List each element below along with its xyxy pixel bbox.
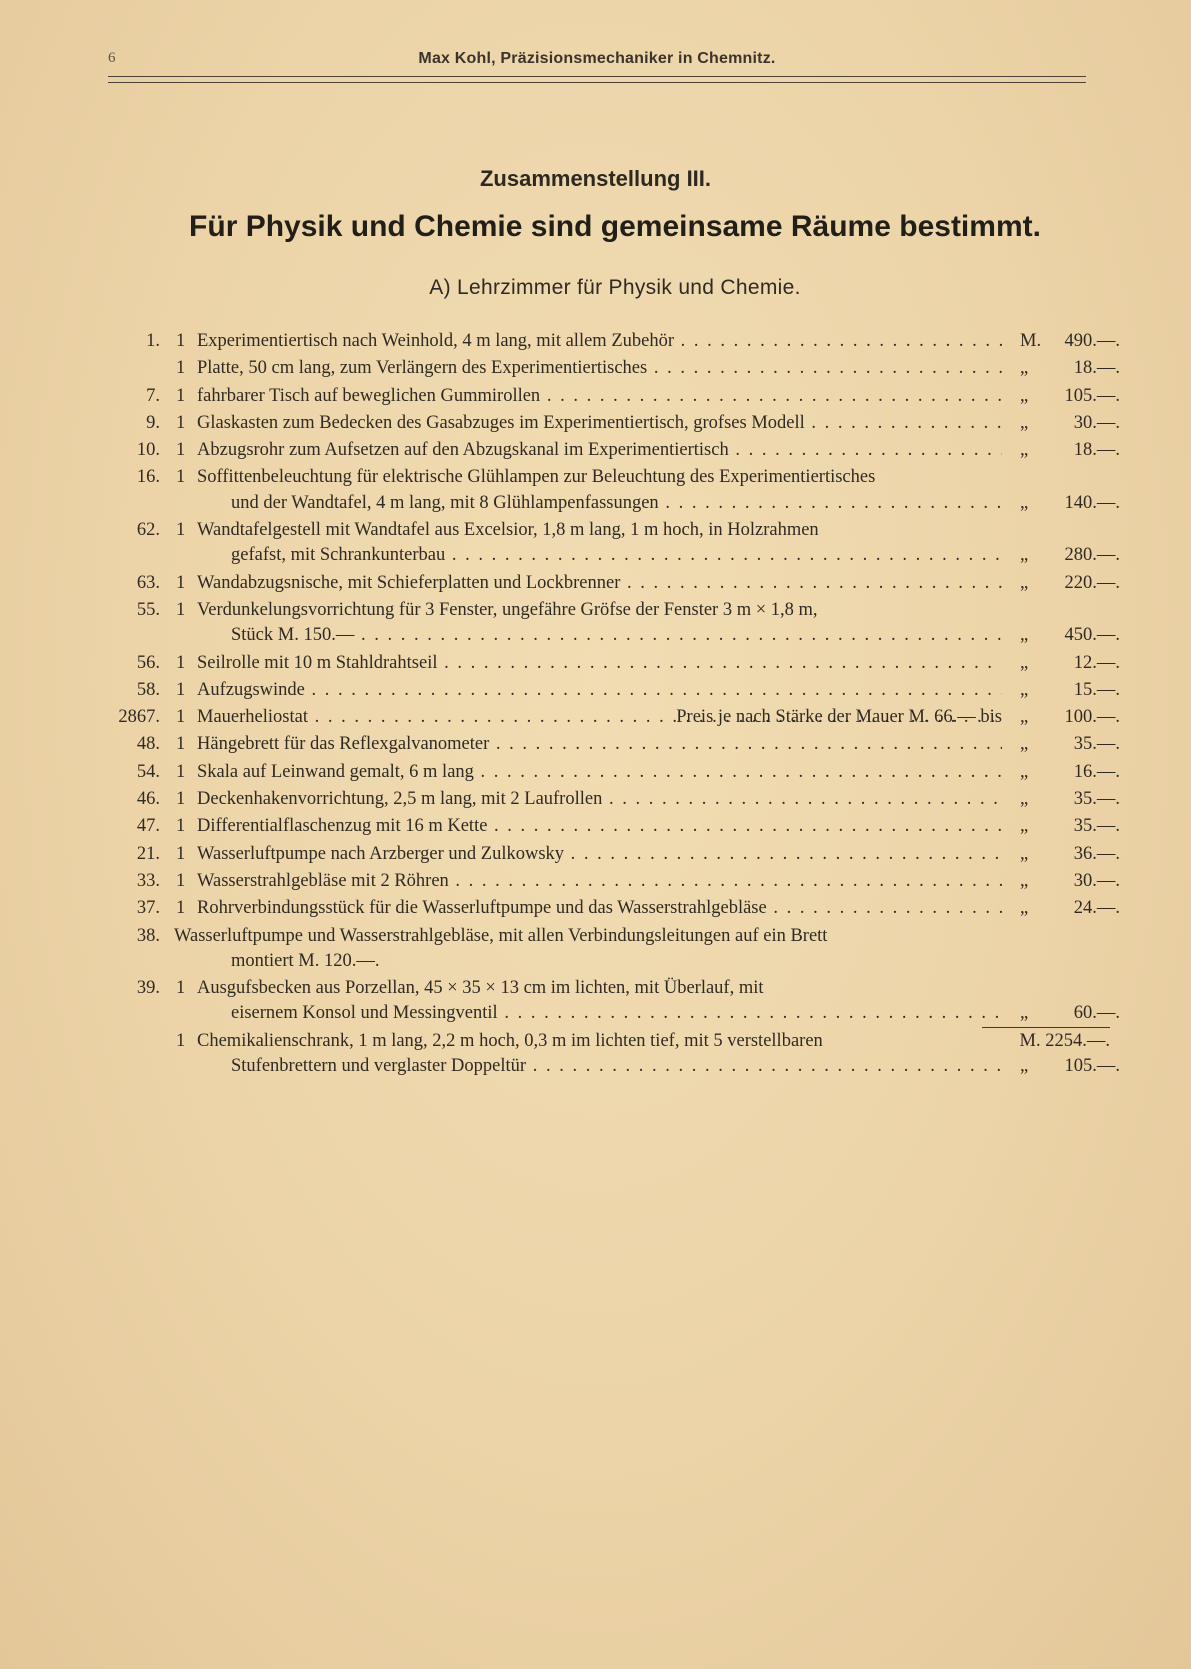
list-item-line [100,976,1120,1001]
item-number: 56. [136,652,160,673]
list-item-line [100,356,1120,381]
currency-mark: „ [1020,625,1029,646]
item-number: 9. [146,412,160,433]
item-quantity: 1 [176,652,186,673]
item-price: 30.—. [1073,412,1120,433]
item-price: 24.—. [1073,898,1120,919]
item-description: Wasserstrahlgebläse mit 2 Röhren . . . [197,869,1002,894]
header-double-rule [108,76,1086,83]
item-description: Chemikalienschrank, 1 m lang, 2,2 m hoch, 0,3 m im lichten tief, mit 5 verstellbaren [197,1030,823,1051]
list-item [100,869,1120,894]
item-description: Skala auf Leinwand gemalt, 6 m lang . . . [197,760,1002,785]
item-description: Ausgufsbecken aus Porzellan, 45 × 35 × 13 cm im lichten, mit Überlauf, mit [197,978,764,999]
item-quantity: 1 [176,761,186,782]
item-number: 58. [136,679,160,700]
item-quantity: 1 [176,679,186,700]
item-quantity: 1 [176,1030,186,1051]
running-head-title: Max Kohl, Präzisionsmechaniker in Chemnitz. [418,50,776,67]
item-price: 100.—. [1064,707,1120,728]
list-item-line [100,814,1120,839]
sub-heading: A) Lehrzimmer für Physik und Chemie. [429,276,801,299]
item-description: Differentialflaschenzug mit 16 m Kette . . . [197,814,1002,839]
item-description: Glaskasten zum Bedecken des Gasabzuges im Experimentiertisch, grofses Modell . . . [197,411,1002,436]
item-quantity: 1 [176,816,186,837]
item-number: 63. [136,572,160,593]
list-item-line [100,842,1120,867]
currency-mark: „ [1020,816,1029,837]
item-description: Platte, 50 cm lang, zum Verlängern des Experimentiertisches . . . [197,356,1002,381]
list-item [100,571,1120,596]
item-quantity: 1 [176,707,186,728]
item-number: 48. [136,734,160,755]
currency-mark: „ [1020,761,1029,782]
list-item-line [100,329,1120,354]
item-quantity: 1 [176,331,186,351]
item-description: Abzugsrohr zum Aufsetzen auf den Abzugskanal im Experimentiertisch . . . [197,438,1002,463]
page-number: 6 [108,50,116,66]
item-price: 12.—. [1073,652,1120,673]
item-quantity: 1 [176,358,186,379]
item-description: Wandabzugsnische, mit Schieferplatten und Lockbrenner . . . [197,571,1002,596]
item-price: 220.—. [1064,572,1120,593]
item-description: Rohrverbindungsstück für die Wasserluftpumpe und das Wasserstrahlgebläse . . . [197,896,1002,921]
currency-mark: „ [1020,898,1029,919]
item-number: 33. [136,870,160,891]
item-description-continued: und der Wandtafel, 4 m lang, mit 8 Glühlampenfassungen . . . [231,491,1002,516]
list-item [100,705,1120,730]
item-quantity: 1 [176,520,186,541]
item-description: fahrbarer Tisch auf beweglichen Gummirollen . . . [197,384,1002,409]
section-title: Zusammenstellung III. [479,166,712,191]
item-quantity: 1 [176,870,186,891]
item-description: Soffittenbeleuchtung für elektrische Glühlampen zur Beleuchtung des Experimentiertisches [197,467,876,488]
main-heading: Für Physik und Chemie sind gemeinsame Räume bestimmt. [189,210,1041,243]
list-item [100,976,1120,1027]
list-item [100,896,1120,921]
list-item [100,465,1120,516]
list-item-line [100,924,1120,949]
item-number: 39. [136,978,160,999]
list-item-line [100,1001,1120,1026]
item-quantity: 1 [176,440,186,461]
item-number: 7. [146,385,160,406]
item-description-continued: gefafst, mit Schrankunterbau . . . [231,543,1002,568]
item-price: 35.—. [1073,816,1120,837]
list-item-line [100,949,1120,974]
list-item-line [100,678,1120,703]
item-price: 280.—. [1064,545,1120,566]
list-item-line [100,598,1120,623]
item-quantity: 1 [176,599,186,620]
list-item [100,384,1120,409]
currency-mark: „ [1020,652,1029,673]
item-quantity: 1 [176,385,186,406]
item-number: 16. [136,467,160,488]
item-price: 30.—. [1073,870,1120,891]
list-item [100,678,1120,703]
list-item-line [100,543,1120,568]
item-number: 62. [136,520,160,541]
list-item-line [100,438,1120,463]
currency-mark: „ [1020,843,1029,864]
list-item-line [100,651,1120,676]
list-item [100,438,1120,463]
currency-mark: M. [1020,331,1042,351]
item-price: 18.—. [1073,358,1120,379]
item-price: 15.—. [1073,679,1120,700]
item-number: 38. [136,925,160,946]
list-item-line [100,869,1120,894]
list-item-line [100,1029,1120,1054]
item-quantity: 1 [176,978,186,999]
currency-mark: „ [1020,789,1029,810]
currency-mark: „ [1020,734,1029,755]
item-description-continued: montiert M. 120.—. [231,950,380,971]
currency-mark: „ [1020,572,1029,593]
item-price: 140.—. [1064,492,1120,513]
currency-mark: „ [1020,545,1029,566]
item-description: Seilrolle mit 10 m Stahldrahtseil . . . [197,651,1002,676]
currency-mark: „ [1020,440,1029,461]
item-number: 1. [146,331,160,351]
item-price: 450.—. [1064,625,1120,646]
currency-mark: „ [1020,870,1029,891]
currency-mark: „ [1020,679,1029,700]
list-item [100,356,1120,381]
list-item-line [100,384,1120,409]
item-number: 37. [136,898,160,919]
list-item-line [100,571,1120,596]
item-number: 54. [136,761,160,782]
list-item [100,598,1120,649]
item-quantity: 1 [176,572,186,593]
list-item-line [100,1054,1120,1079]
item-description: Wandtafelgestell mit Wandtafel aus Excelsior, 1,8 m lang, 1 m hoch, in Holzrahmen [197,520,819,541]
item-description-continued: Stufenbrettern und verglaster Doppeltür . . . [231,1054,1002,1079]
price-list [100,329,1120,1081]
item-number: 2867. [118,707,160,728]
item-description: Aufzugswinde . . . [197,678,1002,703]
list-item [100,329,1120,354]
item-price: 35.—. [1073,734,1120,755]
item-price: 60.—. [1073,1003,1120,1024]
item-number: 55. [136,599,160,620]
currency-mark: „ [1020,1003,1029,1024]
total-amount: M. 2254.—. [1019,1031,1110,1051]
item-description-continued: eisernem Konsol und Messingventil . . . [231,1001,1002,1026]
item-price: 36.—. [1073,843,1120,864]
list-item [100,760,1120,785]
item-price: 105.—. [1064,1056,1120,1077]
list-item-line [100,491,1120,516]
list-item [100,411,1120,436]
list-item [100,732,1120,757]
item-quantity: 1 [176,467,186,488]
list-item [100,651,1120,676]
list-item-line [100,732,1120,757]
list-item-line [100,705,1120,730]
list-item-line [100,760,1120,785]
list-item-line [100,623,1120,648]
item-description: Wasserluftpumpe und Wasserstrahlgebläse, mit allen Verbindungsleitungen auf ein Brett [174,925,828,946]
list-item [100,924,1120,975]
item-description: Wasserluftpumpe nach Arzberger und Zulkowsky . . . [197,842,1002,867]
list-gap [100,1079,1120,1081]
list-item-line [100,518,1120,543]
item-price-note: Preis je nach Stärke der Mauer M. 66.— bis [676,707,1002,728]
item-price: 490.—. [1064,331,1120,351]
item-price: 18.—. [1073,440,1120,461]
list-item-line [100,465,1120,490]
item-description: Deckenhakenvorrichtung, 2,5 m lang, mit 2 Laufrollen . . . [197,787,1002,812]
item-quantity: 1 [176,843,186,864]
item-quantity: 1 [176,789,186,810]
item-number: 47. [136,816,160,837]
item-number: 21. [136,843,160,864]
list-item-line [100,787,1120,812]
item-description: Mauerheliostat . . . [197,705,1002,730]
item-description: Verdunkelungsvorrichtung für 3 Fenster, ungefähre Gröfse der Fenster 3 m × 1,8 m, [197,599,818,620]
item-price: 35.—. [1073,789,1120,810]
currency-mark: „ [1020,492,1029,513]
item-quantity: 1 [176,734,186,755]
list-item-line [100,896,1120,921]
list-item [100,787,1120,812]
item-price: 105.—. [1064,385,1120,406]
total-rule [982,1027,1110,1028]
item-price: 16.—. [1073,761,1120,782]
list-item [100,1029,1120,1080]
list-item-line [100,411,1120,436]
item-number: 46. [136,789,160,810]
currency-mark: „ [1020,412,1029,433]
item-number: 10. [136,440,160,461]
item-quantity: 1 [176,412,186,433]
currency-mark: „ [1020,358,1029,379]
item-description: Hängebrett für das Reflexgalvanometer . . . [197,732,1002,757]
item-description: Experimentiertisch nach Weinhold, 4 m lang, mit allem Zubehör . . . [197,329,1002,354]
item-quantity: 1 [176,898,186,919]
list-item [100,518,1120,569]
currency-mark: „ [1020,385,1029,406]
item-description-continued: Stück M. 150.— . . . [231,623,1002,648]
list-item [100,814,1120,839]
running-head [108,50,1086,74]
currency-mark: „ [1020,1056,1029,1077]
currency-mark: „ [1020,707,1029,728]
list-item [100,842,1120,867]
